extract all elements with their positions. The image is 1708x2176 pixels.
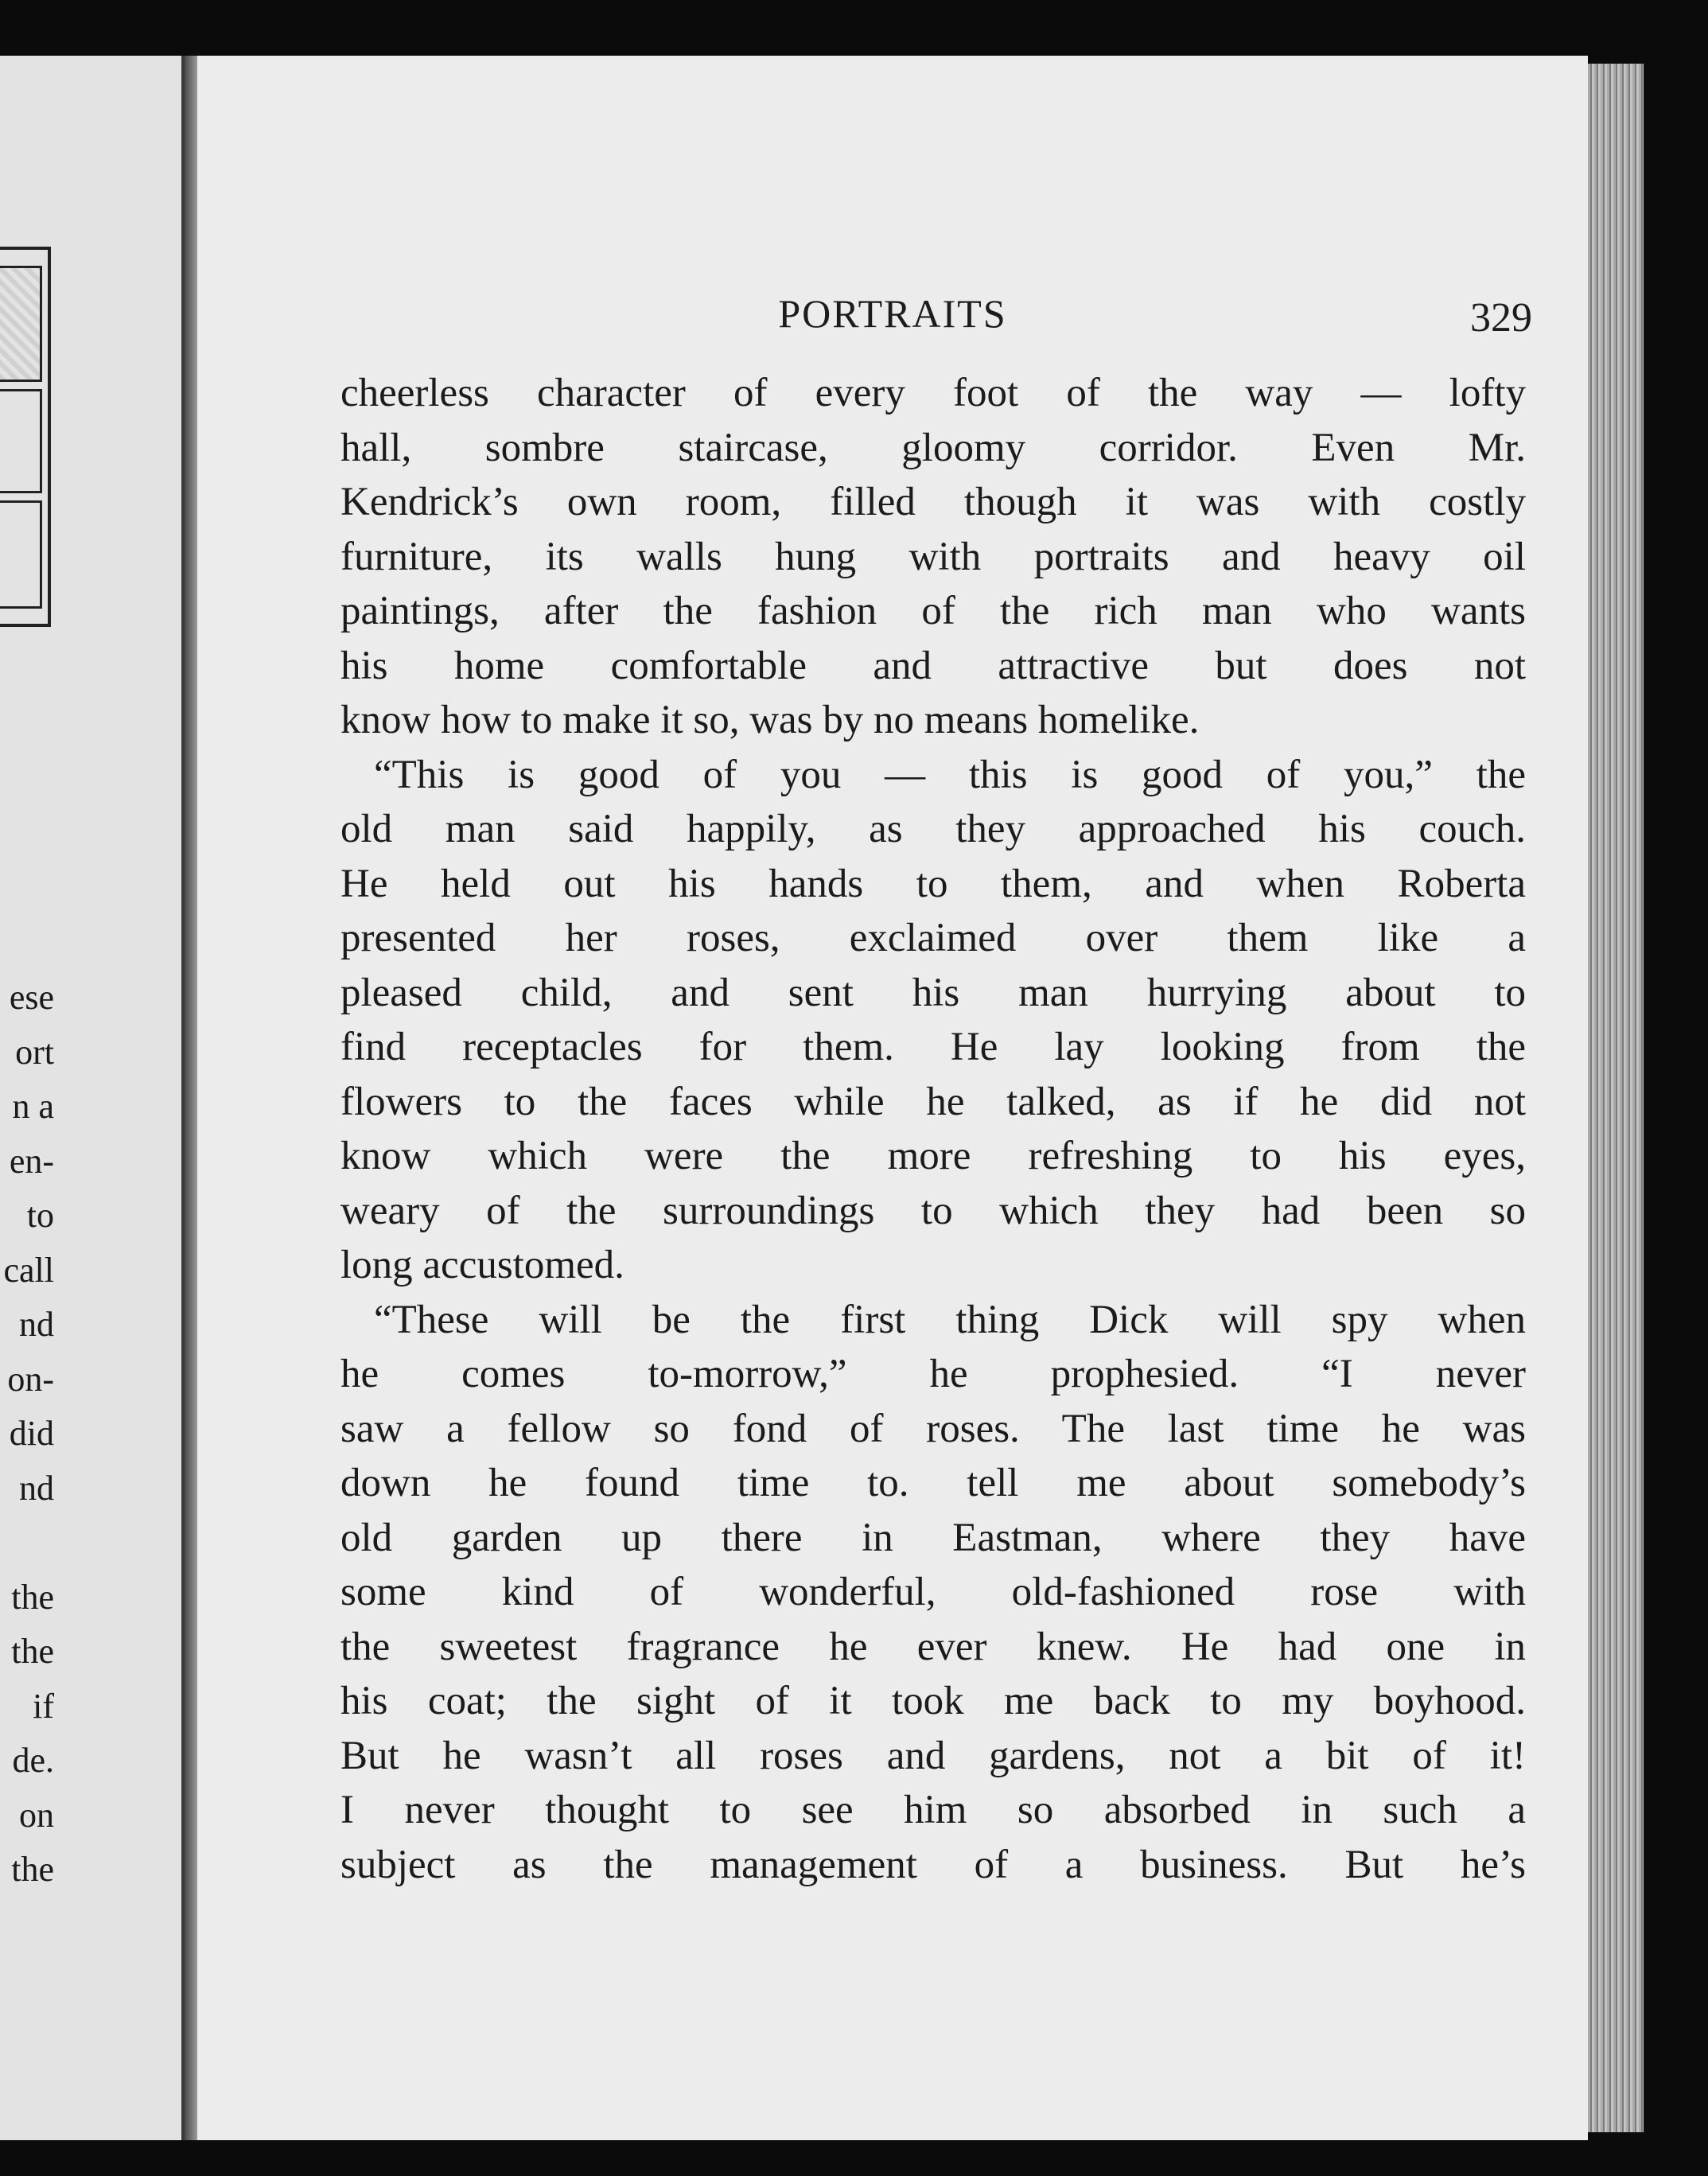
- left-facing-page: [0, 56, 185, 2140]
- text-line: the sweetest fragrance he ever knew. He had one in: [340, 1624, 1526, 1669]
- left-text-fragment: the: [11, 1850, 54, 1889]
- left-text-fragment: call: [3, 1250, 54, 1290]
- book-page: [197, 56, 1588, 2140]
- text-line: find receptacles for them. He lay looking from the: [340, 1025, 1526, 1069]
- text-line: know which were the more refreshing to his eyes,: [340, 1134, 1526, 1178]
- text-line: cheerless character of every foot of the way — lofty: [340, 371, 1526, 415]
- book-gutter: [185, 56, 197, 2140]
- text-line: old man said happily, as they approached his couch.: [340, 807, 1526, 851]
- left-text-fragment: ort: [15, 1032, 54, 1072]
- text-line: know how to make it so, was by no means homelike.: [340, 698, 1200, 742]
- left-text-fragment: en-: [9, 1141, 54, 1181]
- page-number: 329: [1470, 295, 1532, 341]
- left-text-fragment: n a: [12, 1087, 54, 1126]
- left-text-fragment: nd: [19, 1468, 54, 1508]
- text-line: “This is good of you — this is good of you,” the: [374, 752, 1526, 797]
- text-line: “These will be the first thing Dick will spy when: [374, 1297, 1526, 1342]
- text-line: he comes to-morrow,” he prophesied. “I never: [340, 1352, 1526, 1396]
- text-line: saw a fellow so fond of roses. The last time he was: [340, 1406, 1526, 1451]
- illustration-panel: [0, 500, 42, 609]
- left-page-text-fragments: [0, 971, 181, 1898]
- text-line: I never thought to see him so absorbed in such a: [340, 1788, 1526, 1832]
- left-text-fragment: on-: [7, 1359, 54, 1399]
- text-line: his home comfortable and attractive but does not: [340, 643, 1526, 688]
- text-line: subject as the management of a business. But he’s: [340, 1842, 1526, 1887]
- running-head: PORTRAITS: [778, 291, 1007, 336]
- body-text: [340, 366, 1526, 1892]
- text-line: old garden up there in Eastman, where they have: [340, 1515, 1526, 1560]
- text-line: hall, sombre staircase, gloomy corridor. Even Mr.: [340, 425, 1526, 470]
- illustration-panel: [0, 266, 42, 382]
- left-text-fragment: the: [11, 1577, 54, 1617]
- left-text-fragment: the: [11, 1632, 54, 1671]
- illustration-panel: [0, 389, 42, 493]
- text-line: some kind of wonderful, old-fashioned rose with: [340, 1570, 1526, 1614]
- text-line: But he wasn’t all roses and gardens, not a bit of it!: [340, 1733, 1526, 1778]
- text-line: down he found time to. tell me about somebody’s: [340, 1461, 1526, 1505]
- left-text-fragment: nd: [19, 1305, 54, 1344]
- text-line: He held out his hands to them, and when Roberta: [340, 861, 1526, 906]
- text-line: paintings, after the fashion of the rich man who wants: [340, 589, 1526, 633]
- text-line: weary of the surroundings to which they had been so: [340, 1188, 1526, 1233]
- left-text-fragment: [0, 1516, 181, 1571]
- text-line: pleased child, and sent his man hurrying about to: [340, 970, 1526, 1015]
- left-text-fragment: ese: [9, 978, 54, 1017]
- text-line: long accustomed.: [340, 1243, 624, 1287]
- left-text-fragment: de.: [12, 1741, 54, 1780]
- left-text-fragment: did: [9, 1414, 54, 1453]
- text-line: furniture, its walls hung with portraits and heavy oil: [340, 534, 1526, 579]
- text-line: Kendrick’s own room, filled though it was with costly: [340, 480, 1526, 524]
- page-edges: [1588, 64, 1644, 2132]
- text-line: presented her roses, exclaimed over them like a: [340, 916, 1526, 960]
- left-text-fragment: to: [26, 1196, 54, 1235]
- left-text-fragment: on: [19, 1795, 54, 1835]
- left-text-fragment: if: [33, 1686, 54, 1726]
- text-line: flowers to the faces while he talked, as if he did not: [340, 1079, 1526, 1124]
- left-page-illustration-fragment: [0, 247, 51, 627]
- text-line: his coat; the sight of it took me back to my boyhood.: [340, 1679, 1526, 1723]
